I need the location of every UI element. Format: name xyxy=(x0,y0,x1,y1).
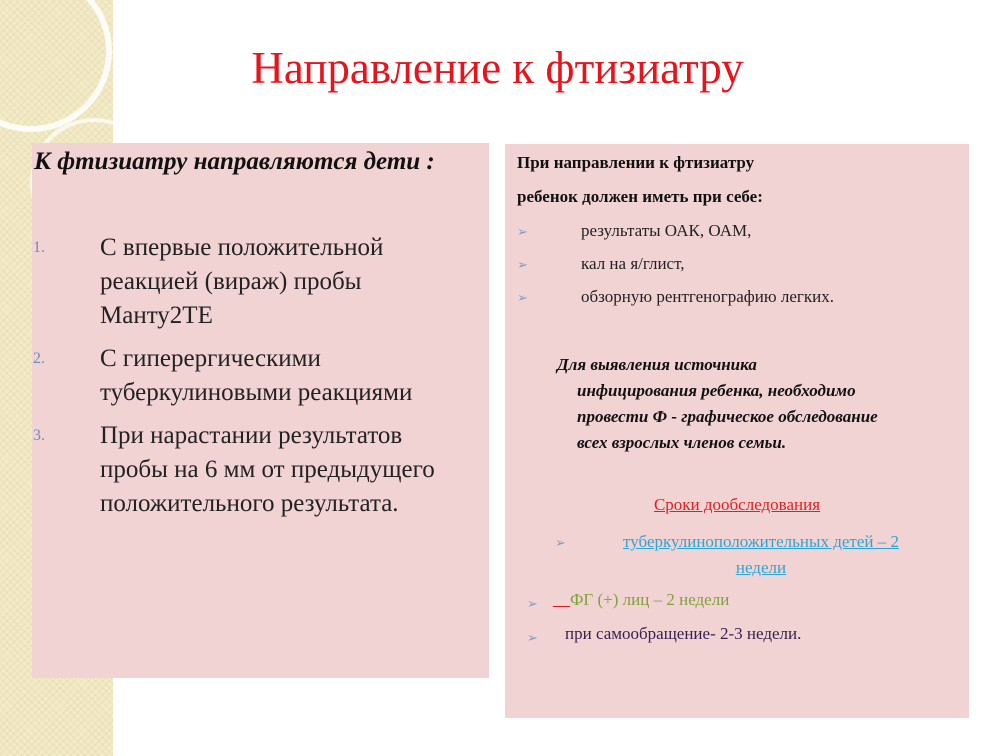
deadlines-title: Сроки дообследования xyxy=(653,495,821,514)
note-line: провести Ф - графическое обследование xyxy=(577,407,878,426)
arrow-bullet-icon: ➢ xyxy=(517,224,528,239)
deadline-item xyxy=(581,529,941,581)
left-panel-heading: К фтизиатру направляются дети : xyxy=(34,148,435,175)
note-line: Для выявления источника xyxy=(557,355,757,374)
list-number: 3. xyxy=(33,427,45,444)
list-item xyxy=(32,419,489,521)
arrow-bullet-icon: ➢ xyxy=(517,290,528,305)
deadline-prefix: __ xyxy=(553,590,570,609)
intro-line: При направлении к фтизиатру xyxy=(517,153,755,172)
list-item-line: Манту2ТЕ xyxy=(100,302,213,329)
intro-line: ребенок должен иметь при себе: xyxy=(517,187,763,206)
bullet-item: обзорную рентгенографию легких. xyxy=(581,287,834,306)
list-item xyxy=(32,342,489,410)
deadline-line: туберкулиноположительных детей – 2 xyxy=(623,532,899,551)
deadline-item xyxy=(553,590,729,610)
list-item-line: реакцией (вираж) пробы xyxy=(100,268,362,295)
list-number: 2. xyxy=(33,350,45,367)
list-number: 1. xyxy=(33,239,45,256)
note-line: всех взрослых членов семьи. xyxy=(577,433,787,452)
list-item-line: С впервые положительной xyxy=(100,234,384,261)
bullet-item: кал на я/глист, xyxy=(581,254,685,273)
arrow-bullet-icon: ➢ xyxy=(555,535,566,550)
deadline-line: недели xyxy=(735,558,787,577)
list-item-line: туберкулиновыми реакциями xyxy=(100,379,413,406)
numbered-list xyxy=(32,231,489,530)
list-item-line: При нарастании результатов xyxy=(100,422,403,449)
note-line: инфицирования ребенка, необходимо xyxy=(577,381,856,400)
list-item xyxy=(32,231,489,333)
list-item-line: положительного результата. xyxy=(100,490,399,517)
arrow-bullet-icon: ➢ xyxy=(527,596,538,611)
list-item-line: пробы на 6 мм от предыдущего xyxy=(100,456,435,483)
arrow-bullet-icon: ➢ xyxy=(517,257,528,272)
list-item-line: С гиперергическими xyxy=(100,345,321,372)
arrow-bullet-icon: ➢ xyxy=(527,630,538,645)
deadline-text: ФГ (+) лиц – 2 недели xyxy=(570,590,730,609)
deadline-item: при самообращение- 2-3 недели. xyxy=(565,624,802,643)
left-panel xyxy=(32,143,489,678)
bullet-item: результаты ОАК, ОАМ, xyxy=(581,221,752,240)
examination-note xyxy=(557,352,967,456)
right-panel xyxy=(505,144,969,718)
slide-title: Направление к фтизиатру xyxy=(251,43,744,93)
